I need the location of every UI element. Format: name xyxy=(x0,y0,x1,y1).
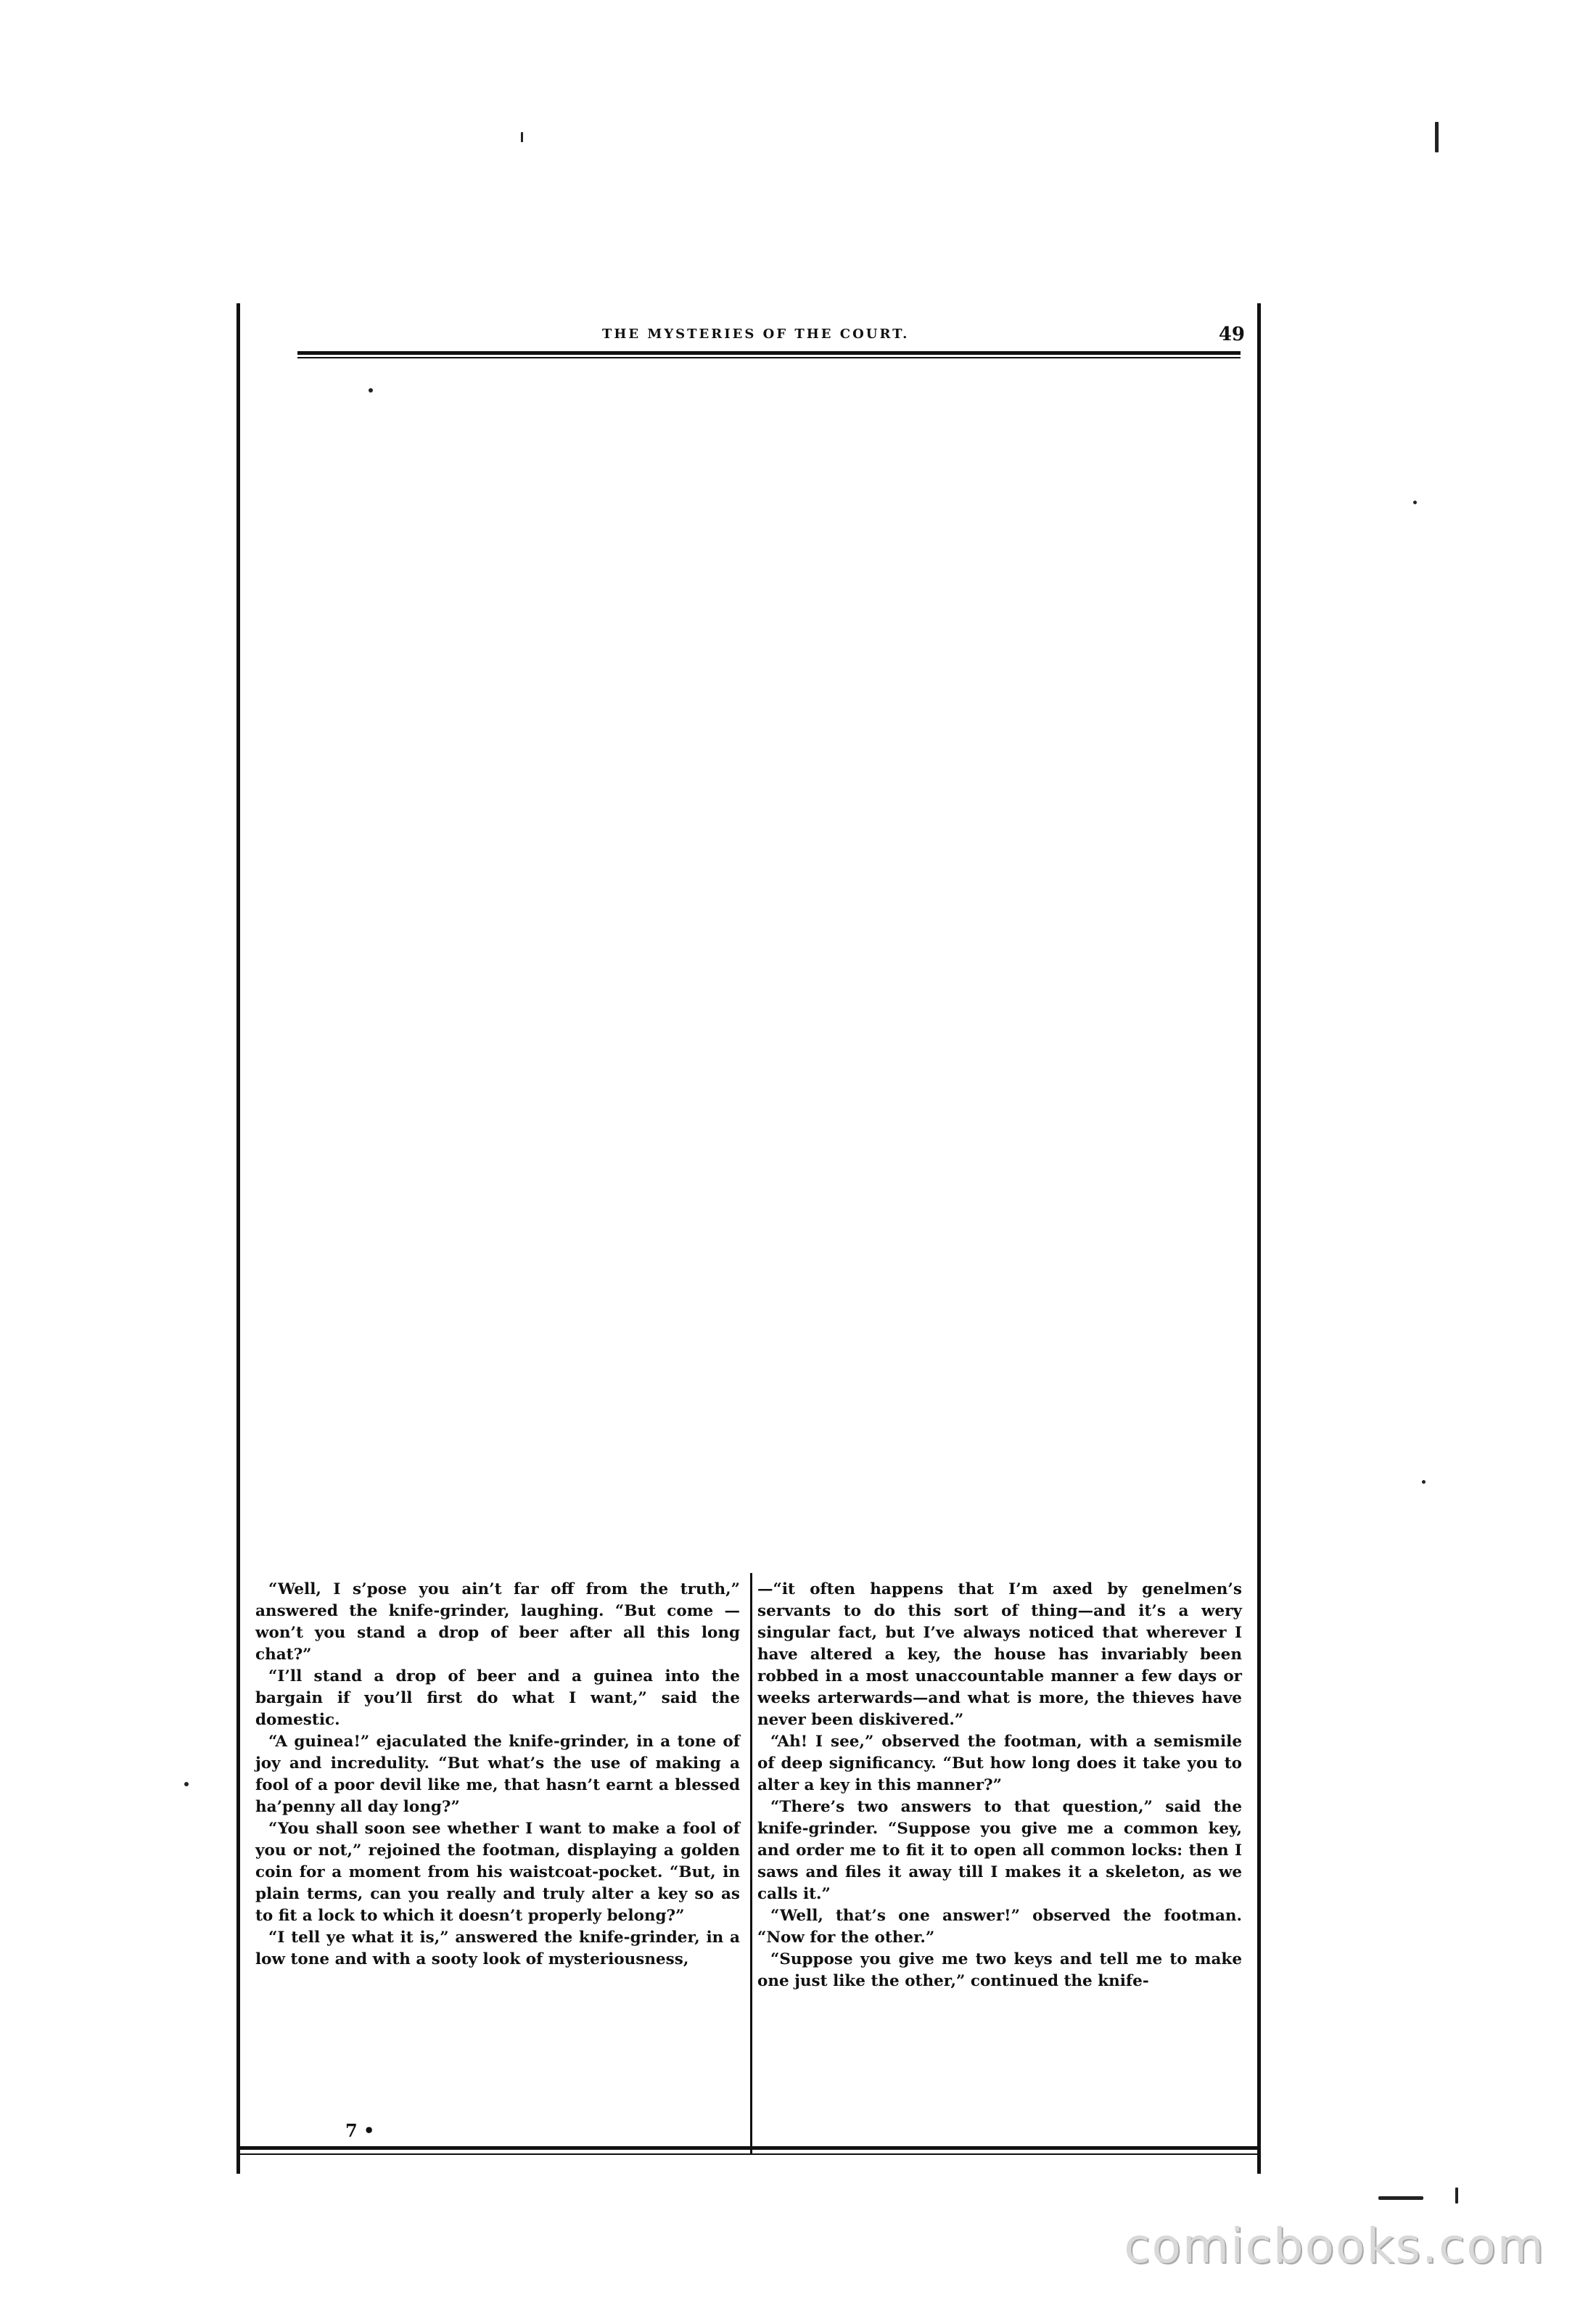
watermark: comicbooks.com xyxy=(1124,2218,1545,2274)
body-text xyxy=(255,1579,1242,2116)
head-rule xyxy=(297,351,1241,355)
left-column xyxy=(255,1579,740,2116)
scan-speck xyxy=(1435,122,1439,152)
scan-speck xyxy=(184,1782,189,1786)
paragraph: “Ah! I see,” observed the footman, with a semismile of deep significancy. “But how long does it take you to alter a key in this manner?” xyxy=(757,1733,1242,1794)
foot-rule-thin xyxy=(236,2153,1261,2155)
scan-speck xyxy=(369,388,373,393)
signature-mark: 7 • xyxy=(345,2120,375,2141)
paragraph: “I tell ye what it is,” answered the knife-grinder, in a low tone and with a sooty look of mysteriousness, xyxy=(255,1929,740,1968)
scan-speck xyxy=(1378,2196,1423,2200)
running-head xyxy=(297,324,1262,353)
paragraph: “A guinea!” ejaculated the knife-grinder, in a tone of joy and incredulity. “But what’s the use of making a fool of a poor devil like me, that hasn’t earnt a blessed ha’penny all day long?” xyxy=(255,1733,740,1816)
head-rule-thin xyxy=(297,357,1241,358)
paragraph: “Well, I s’pose you ain’t far off from the truth,” answered the knife-grinder, laughing. “But come —won’t you stand a drop of beer after all this long chat?” xyxy=(255,1580,740,1664)
paragraph: —“it often happens that I’m axed by genelmen’s servants to do this sort of thing—and it’s a wery singular fact, but I’ve always noticed that wherever I have altered a key, the house has invariably been robbed in a most unaccountable manner a few days or weeks arterwards—and what is more, the thieves have never been diskivered.” xyxy=(757,1580,1242,1729)
scan-speck xyxy=(521,132,523,142)
paragraph: “I’ll stand a drop of beer and a guinea into the bargain if you’ll first do what I want,” said the domestic. xyxy=(255,1667,740,1729)
scan-speck xyxy=(1413,501,1417,504)
right-column xyxy=(757,1579,1242,2116)
foot-rule xyxy=(236,2146,1261,2150)
paragraph: “You shall soon see whether I want to make a fool of you or not,” rejoined the footman, displaying a golden coin for a moment from his waistcoat-pocket. “But, in plain terms, can you really and truly alter a key so as to fit a lock to which it doesn’t properly belong?” xyxy=(255,1820,740,1925)
paragraph: “Well, that’s one answer!” observed the footman. “Now for the other.” xyxy=(757,1907,1242,1947)
running-title: THE MYSTERIES OF THE COURT. xyxy=(602,326,910,342)
paragraph: “There’s two answers to that question,” said the knife-grinder. “Suppose you give me a common key, and order me to fit it to open all common locks: then I saws and files it away till I makes it a skeleton, as we calls it.” xyxy=(757,1798,1242,1903)
page-number: 49 xyxy=(1218,324,1245,345)
scan-speck xyxy=(1422,1480,1426,1484)
scan-speck xyxy=(1455,2188,1458,2204)
paragraph: “Suppose you give me two keys and tell me to make one just like the other,” continued the knife- xyxy=(757,1950,1242,1990)
